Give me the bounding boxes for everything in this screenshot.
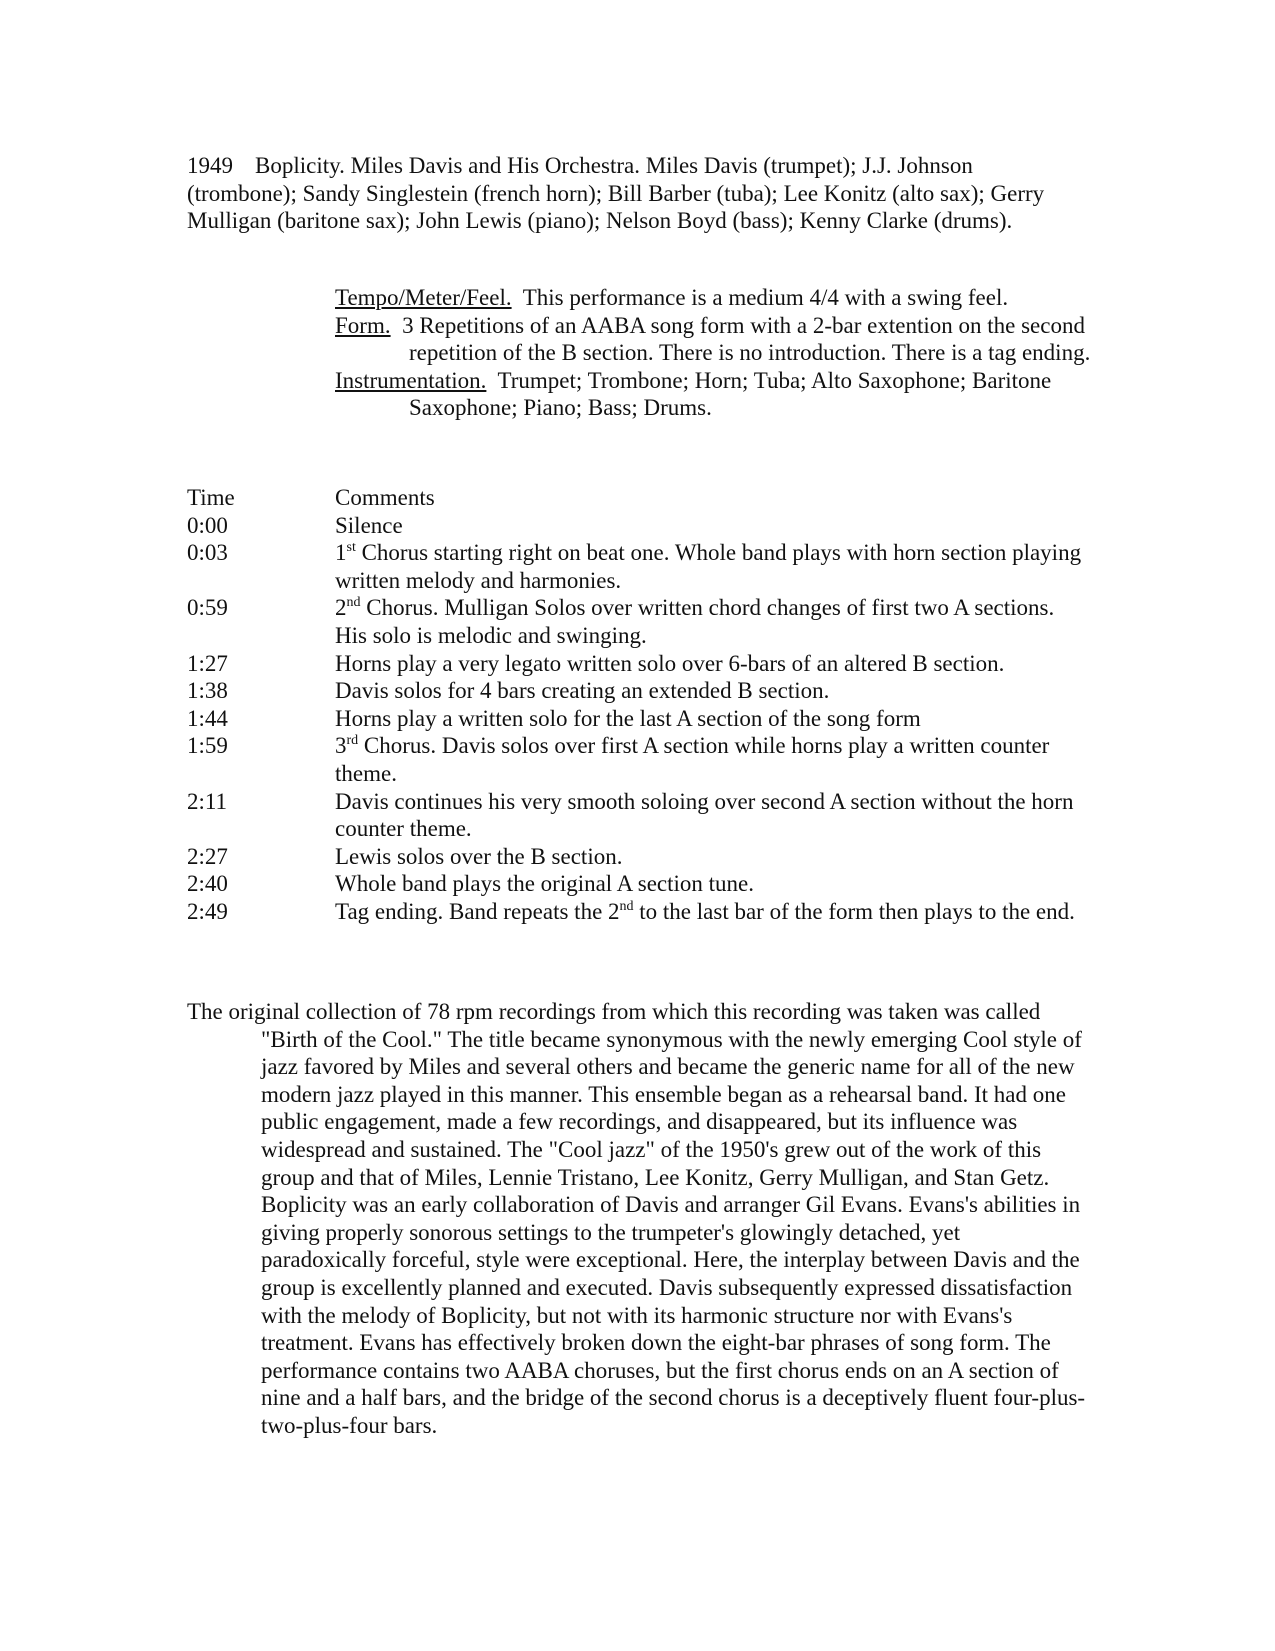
chorus-number: 2: [335, 595, 347, 621]
comment-text: Davis continues his very smooth soloing over second A section without the horn counter theme.: [335, 788, 1074, 842]
listening-timeline: [187, 484, 1087, 926]
timeline-comment: [335, 898, 1087, 926]
ordinal-suffix: rd: [346, 733, 359, 749]
recording-metadata: [335, 284, 1095, 422]
comment-text: Chorus. Mulligan Solos over written chord changes of first two A sections. His solo is melodic and swinging.: [335, 595, 1055, 648]
instrumentation-text: Trumpet; Trombone; Horn; Tuba; Alto Saxophone; Baritone Saxophone; Piano; Bass; Drums.: [409, 367, 1052, 421]
timeline-comment: [335, 843, 1087, 871]
timeline-row: [187, 870, 1087, 898]
recording-year: 1949: [187, 153, 233, 178]
timeline-comment: [335, 512, 1087, 540]
timeline-comment: [335, 705, 1087, 733]
timeline-row: [187, 512, 1087, 540]
form-label: Form.: [335, 312, 391, 338]
timeline-time: 2:49: [187, 898, 228, 924]
timeline-time: 1:38: [187, 678, 228, 704]
timeline-row: [187, 732, 1087, 787]
timeline-time: 1:27: [187, 650, 228, 676]
timeline-header-row: [187, 484, 1087, 512]
tempo-text: This performance is a medium 4/4 with a swing feel.: [522, 285, 1009, 310]
timeline-row: [187, 539, 1087, 594]
ordinal-suffix: nd: [619, 898, 634, 914]
timeline-time: 1:44: [187, 705, 228, 731]
ordinal-suffix: nd: [346, 595, 361, 611]
timeline-time: 1:59: [187, 733, 228, 759]
comment-text-after: to the last bar of the form then plays to the end.: [639, 898, 1075, 924]
tempo-line: [335, 284, 1095, 312]
timeline-row: [187, 705, 1087, 733]
timeline-comment: [335, 732, 1087, 787]
timeline-time: 0:59: [187, 595, 228, 621]
ordinal-suffix: st: [346, 540, 356, 556]
comment-text: Horns play a written solo for the last A section of the song form: [335, 705, 921, 731]
timeline-row: [187, 650, 1087, 678]
timeline-comment: [335, 788, 1087, 843]
chorus-number: 3: [335, 733, 347, 759]
instrumentation-label: Instrumentation.: [335, 367, 487, 393]
chorus-number: 1: [335, 540, 347, 566]
timeline-time: 0:03: [187, 540, 228, 566]
comment-text: Chorus starting right on beat one. Whole band plays with horn section playing written melody and harmonies.: [335, 540, 1082, 593]
timeline-row: [187, 788, 1087, 843]
recording-credits: Boplicity. Miles Davis and His Orchestra. Miles Davis (trumpet); J.J. Johnson (trombone); Sandy Singlestein (french horn); Bill Barber (tuba); Lee Konitz (alto sax); Gerry Mulligan (baritone sax); John Lewis (piano); Nelson Boyd (bass); Kenny Clarke (drums).: [187, 153, 1045, 234]
timeline-time: 2:11: [187, 788, 228, 814]
comment-text-before: Tag ending. Band repeats the 2: [335, 898, 620, 924]
comment-text: Silence: [335, 512, 403, 538]
comment-text: Chorus. Davis solos over first A section while horns play a written counter theme.: [335, 733, 1050, 786]
comment-text: Lewis solos over the B section.: [335, 843, 623, 869]
form-line: [335, 312, 1095, 367]
timeline-comment: [335, 650, 1087, 678]
timeline-comment: [335, 539, 1087, 594]
time-column-header: Time: [187, 485, 235, 510]
comment-text: Horns play a very legato written solo over 6-bars of an altered B section.: [335, 650, 1005, 676]
recording-heading: [187, 152, 1087, 235]
timeline-row: [187, 594, 1087, 649]
timeline-comment: [335, 870, 1087, 898]
timeline-row: [187, 898, 1087, 926]
timeline-time: 2:40: [187, 871, 228, 897]
form-text: 3 Repetitions of an AABA song form with a 2-bar extention on the second repetition of the B section. There is no introduction. There is a tag ending.: [402, 312, 1091, 366]
tempo-label: Tempo/Meter/Feel.: [335, 285, 512, 310]
comment-text: Davis solos for 4 bars creating an extended B section.: [335, 678, 830, 704]
timeline-time: 2:27: [187, 843, 228, 869]
timeline-row: [187, 677, 1087, 705]
historical-note: The original collection of 78 rpm recordings from which this recording was taken was called "Birth of the Cool." The title became synonymous with the newly emerging Cool style of jazz favored by Miles and several others and became the generic name for all of the new modern jazz played in this manner. This ensemble began as a rehearsal band. It had one public engagement, made a few recordings, and disappeared, but its influence was widespread and sustained. The "Cool jazz" of the 1950's grew out of the work of this group and that of Miles, Lennie Tristano, Lee Konitz, Gerry Mulligan, and Stan Getz. Boplicity was an early collaboration of Davis and arranger Gil Evans. Evans's abilities in giving properly sonorous settings to the trumpeter's glowingly detached, yet paradoxically forceful, style were exceptional. Here, the interplay between Davis and the group is excellently planned and executed. Davis subsequently expressed dissatisfaction with the melody of Boplicity, but not with its harmonic structure nor with Evans's treatment. Evans has effectively broken down the eight-bar phrases of song form. The performance contains two AABA choruses, but the first chorus ends on an A section of nine and a half bars, and the bridge of the second chorus is a deceptively fluent four-plus-two-plus-four bars.: [187, 999, 1086, 1438]
instrumentation-line: [335, 367, 1095, 422]
timeline-comment: [335, 594, 1087, 649]
comment-text: Whole band plays the original A section tune.: [335, 871, 755, 897]
timeline-time: 0:00: [187, 512, 228, 538]
timeline-row: [187, 843, 1087, 871]
comments-column-header: Comments: [335, 485, 435, 510]
timeline-comment: [335, 677, 1087, 705]
